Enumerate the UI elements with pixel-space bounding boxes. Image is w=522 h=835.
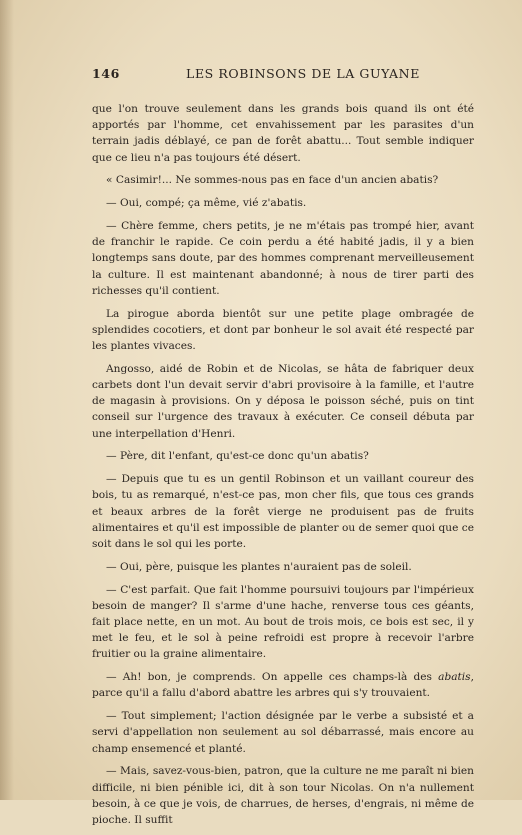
paragraph-text-before: — Ah! bon, je comprends. On appelle ces champs-là des bbox=[106, 671, 439, 684]
paragraph: — Père, dit l'enfant, qu'est-ce donc qu'un abatis? bbox=[106, 450, 369, 463]
paragraph: — C'est parfait. Que fait l'homme poursuivi toujours par l'impérieux besoin de manger? Il s'arme d'une hache, renverse tous ces géants, fait place nette, en un mot. Au bout de trois mois, ce bois est sec, il y met le feu, et le sol à peine refroidi est propre à recevoir l'arbre fruitier ou la graine alimentaire. bbox=[92, 583, 474, 661]
page-body-text bbox=[92, 101, 474, 835]
italic-term: abatis bbox=[438, 671, 471, 684]
paragraph: « Casimir!... Ne sommes-nous pas en face d'un ancien abatis? bbox=[106, 174, 439, 187]
paragraph: La pirogue aborda bientôt sur une petite plage ombragée de splendides cocotiers, et dont par bonheur le sol avait été respecté par les plantes vivaces. bbox=[92, 307, 474, 353]
paragraph: — Depuis que tu es un gentil Robinson et un vaillant coureur des bois, tu as remarqué, n'est-ce pas, mon cher fils, que tous ces grands et beaux arbres de la forêt vierge ne produisent pas de fruits alimentaires et qu'il est impossible de planter ou de semer quoi que ce soit dans le sol qui les porte. bbox=[92, 473, 474, 551]
paragraph: — Oui, père, puisque les plantes n'auraient pas de soleil. bbox=[106, 560, 412, 573]
page-header bbox=[92, 66, 474, 82]
paragraph: — Oui, compé; ça même, vié z'abatis. bbox=[106, 197, 307, 210]
paragraph: — Chère femme, chers petits, je ne m'étais pas trompé hier, avant de franchir le rapide. Ce coin perdu a été habité jadis, il y a bien longtemps sans doute, par des hommes comprenant merveilleusement la culture. Il est maintenant abandonné; à nous de tirer parti des richesses qu'il contient. bbox=[92, 220, 474, 297]
paragraph-text-after: , parce qu'il a fallu d'abord abattre les arbres qui s'y trouvaient. bbox=[92, 671, 474, 700]
paragraph: — Mais, savez-vous-bien, patron, que la culture ne me paraît ni bien difficile, ni bien pénible ici, dit à son tour Nicolas. On n'a nullement besoin, à ce que je vois, de charrues, de herses, d'engrais, ni même de pioche. Il suffit bbox=[92, 765, 474, 827]
running-title: LES ROBINSONS DE LA GUYANE bbox=[186, 66, 420, 81]
paragraph-continuation: que l'on trouve seulement dans les grands bois quand ils ont été apportés par l'homme, cet envahissement par les parasites d'un terrain jadis déblayé, ce pan de forêt abattu... Tout semble indiquer que ce lieu n'a pas toujours été désert. bbox=[92, 103, 474, 164]
paragraph: — Tout simplement; l'action désignée par le verbe a subsisté et a servi d'appellation non seulement au sol débarrassé, mais encore au champ ensemencé et planté. bbox=[92, 710, 474, 755]
page-number: 146 bbox=[92, 66, 120, 81]
page-gutter-shadow bbox=[0, 0, 14, 800]
paragraph: Angosso, aidé de Robin et de Nicolas, se hâta de fabriquer deux carbets dont l'un devait servir d'abri provisoire à la famille, et l'autre de magasin à provisions. On y déposa le poisson séché, puis on tint conseil sur l'urgence des travaux à exécuter. Ce conseil débuta par une interpellation d'Henri. bbox=[92, 362, 474, 440]
paragraph bbox=[92, 669, 474, 701]
